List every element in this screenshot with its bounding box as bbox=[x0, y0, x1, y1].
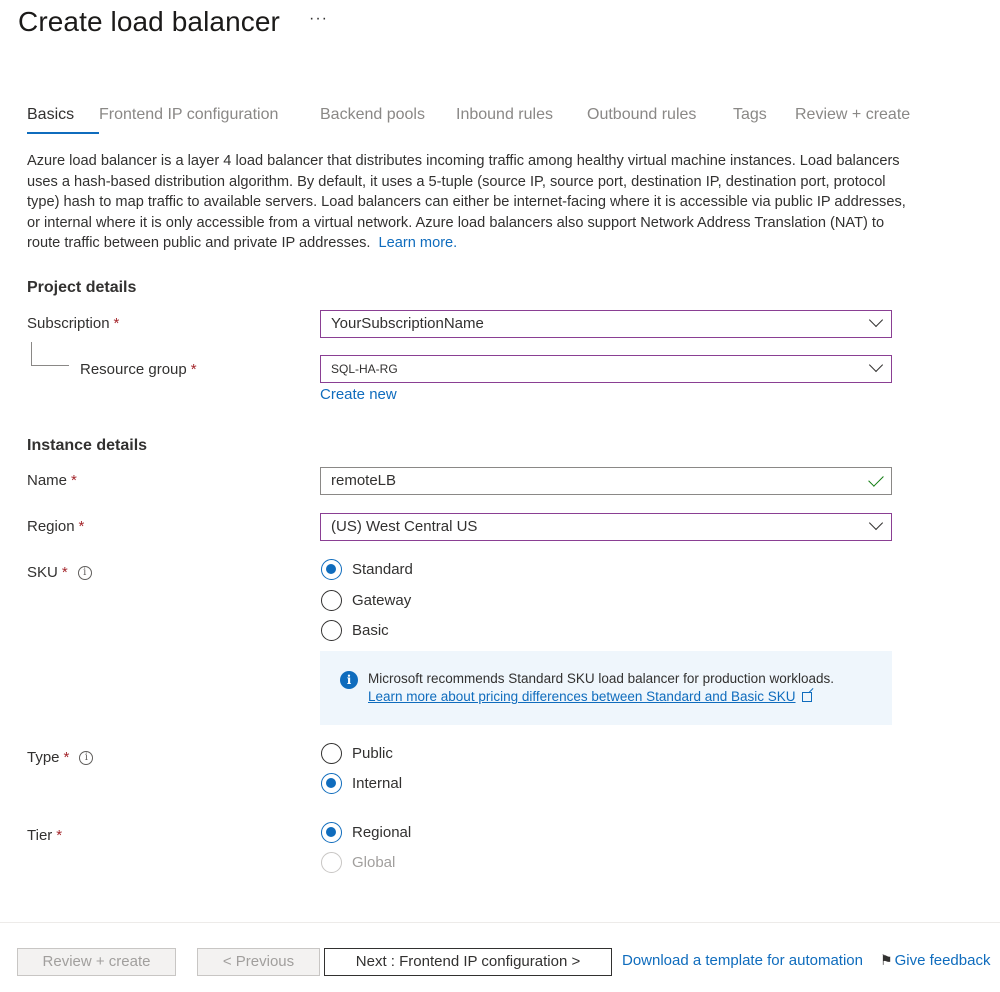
feedback-icon: ⚑ bbox=[880, 952, 893, 968]
chevron-down-icon bbox=[869, 313, 883, 327]
required-marker: * bbox=[71, 472, 77, 489]
tier-radio-global: Global bbox=[321, 852, 395, 873]
give-feedback-link[interactable]: ⚑ Give feedback bbox=[880, 952, 991, 969]
required-marker: * bbox=[56, 827, 63, 844]
checkmark-icon bbox=[868, 471, 884, 487]
type-radio-public[interactable]: Public bbox=[321, 743, 393, 764]
resource-group-value: SQL-HA-RG bbox=[331, 362, 398, 376]
previous-button[interactable]: < Previous bbox=[197, 948, 320, 976]
region-select[interactable] bbox=[320, 513, 892, 541]
tab-review-create[interactable]: Review + create bbox=[795, 106, 911, 123]
sku-radio-standard[interactable]: Standard bbox=[321, 559, 413, 580]
required-marker: * bbox=[190, 361, 197, 378]
download-template-link[interactable]: Download a template for automation bbox=[622, 952, 863, 969]
tab-basics[interactable]: Basics bbox=[27, 106, 99, 134]
info-icon: i bbox=[340, 671, 358, 689]
radio-unselected-icon bbox=[321, 743, 342, 764]
external-link-icon bbox=[802, 692, 812, 702]
name-label: Name * bbox=[27, 472, 77, 489]
subscription-value: YourSubscriptionName bbox=[331, 315, 484, 332]
resource-group-select[interactable] bbox=[320, 355, 892, 383]
chevron-down-icon bbox=[869, 516, 883, 530]
project-details-heading: Project details bbox=[27, 279, 137, 296]
page-title: Create load balancer bbox=[18, 6, 280, 37]
tab-tags[interactable]: Tags bbox=[733, 106, 767, 123]
radio-unselected-icon bbox=[321, 852, 342, 873]
create-new-link[interactable]: Create new bbox=[320, 386, 397, 403]
chevron-down-icon bbox=[869, 358, 883, 372]
sku-radio-gateway[interactable]: Gateway bbox=[321, 590, 411, 611]
description bbox=[27, 151, 907, 254]
footer-divider bbox=[0, 922, 1000, 923]
learn-more-link[interactable]: Learn more. bbox=[378, 235, 458, 251]
subscription-select[interactable] bbox=[320, 310, 892, 338]
tab-inbound-rules[interactable]: Inbound rules bbox=[456, 106, 553, 123]
required-marker: * bbox=[113, 315, 120, 332]
more-actions-button[interactable]: ··· bbox=[309, 10, 328, 27]
tab-outbound-rules[interactable]: Outbound rules bbox=[587, 106, 697, 123]
required-marker: * bbox=[78, 518, 85, 535]
name-value: remoteLB bbox=[331, 472, 397, 489]
subscription-label: Subscription * bbox=[27, 315, 120, 332]
sku-radio-basic[interactable]: Basic bbox=[321, 620, 389, 641]
info-icon[interactable]: i bbox=[78, 566, 92, 580]
radio-selected-icon bbox=[321, 773, 342, 794]
next-frontend-ip-button[interactable]: Next : Frontend IP configuration > bbox=[324, 948, 612, 976]
pricing-differences-link[interactable]: Learn more about pricing differences between Standard and Basic SKU bbox=[368, 689, 812, 704]
type-label: Type * i bbox=[27, 749, 93, 766]
radio-unselected-icon bbox=[321, 590, 342, 611]
name-input[interactable] bbox=[320, 467, 892, 495]
resource-group-label: Resource group * bbox=[80, 361, 197, 378]
wizard-tabs bbox=[27, 106, 910, 134]
review-create-button[interactable]: Review + create bbox=[17, 948, 176, 976]
region-label: Region * bbox=[27, 518, 85, 535]
instance-details-heading: Instance details bbox=[27, 437, 148, 454]
required-marker: * bbox=[61, 564, 68, 581]
region-value: (US) West Central US bbox=[331, 518, 478, 535]
info-message: Microsoft recommends Standard SKU load balancer for production workloads. bbox=[368, 671, 834, 686]
tab-backend-pools[interactable]: Backend pools bbox=[320, 106, 425, 123]
info-icon[interactable]: i bbox=[79, 751, 93, 765]
tier-radio-regional[interactable]: Regional bbox=[321, 822, 411, 843]
tier-label: Tier * bbox=[27, 827, 63, 844]
type-radio-internal[interactable]: Internal bbox=[321, 773, 402, 794]
tree-connector bbox=[31, 342, 69, 366]
tab-frontend-ip-configuration[interactable]: Frontend IP configuration bbox=[99, 106, 279, 123]
sku-info-banner bbox=[320, 651, 892, 725]
sku-label: SKU * i bbox=[27, 564, 92, 581]
radio-selected-icon bbox=[321, 822, 342, 843]
radio-unselected-icon bbox=[321, 620, 342, 641]
required-marker: * bbox=[63, 749, 70, 766]
description-text: Azure load balancer is a layer 4 load balancer that distributes incoming traffic among healthy virtual machine instances. Load balancers uses a hash-based distribution algorithm. By default, it uses a 5-tuple (source IP, source port, destination IP, destination port, protocol type) hash to map traffic to available servers. Load balancers can either be internet-facing where it is accessible via public IP addresses, or internal where it is only accessible from a virtual network. Azure load balancers also support Network Address Translation (NAT) to route traffic between public and private IP addresses. bbox=[27, 153, 906, 251]
radio-selected-icon bbox=[321, 559, 342, 580]
